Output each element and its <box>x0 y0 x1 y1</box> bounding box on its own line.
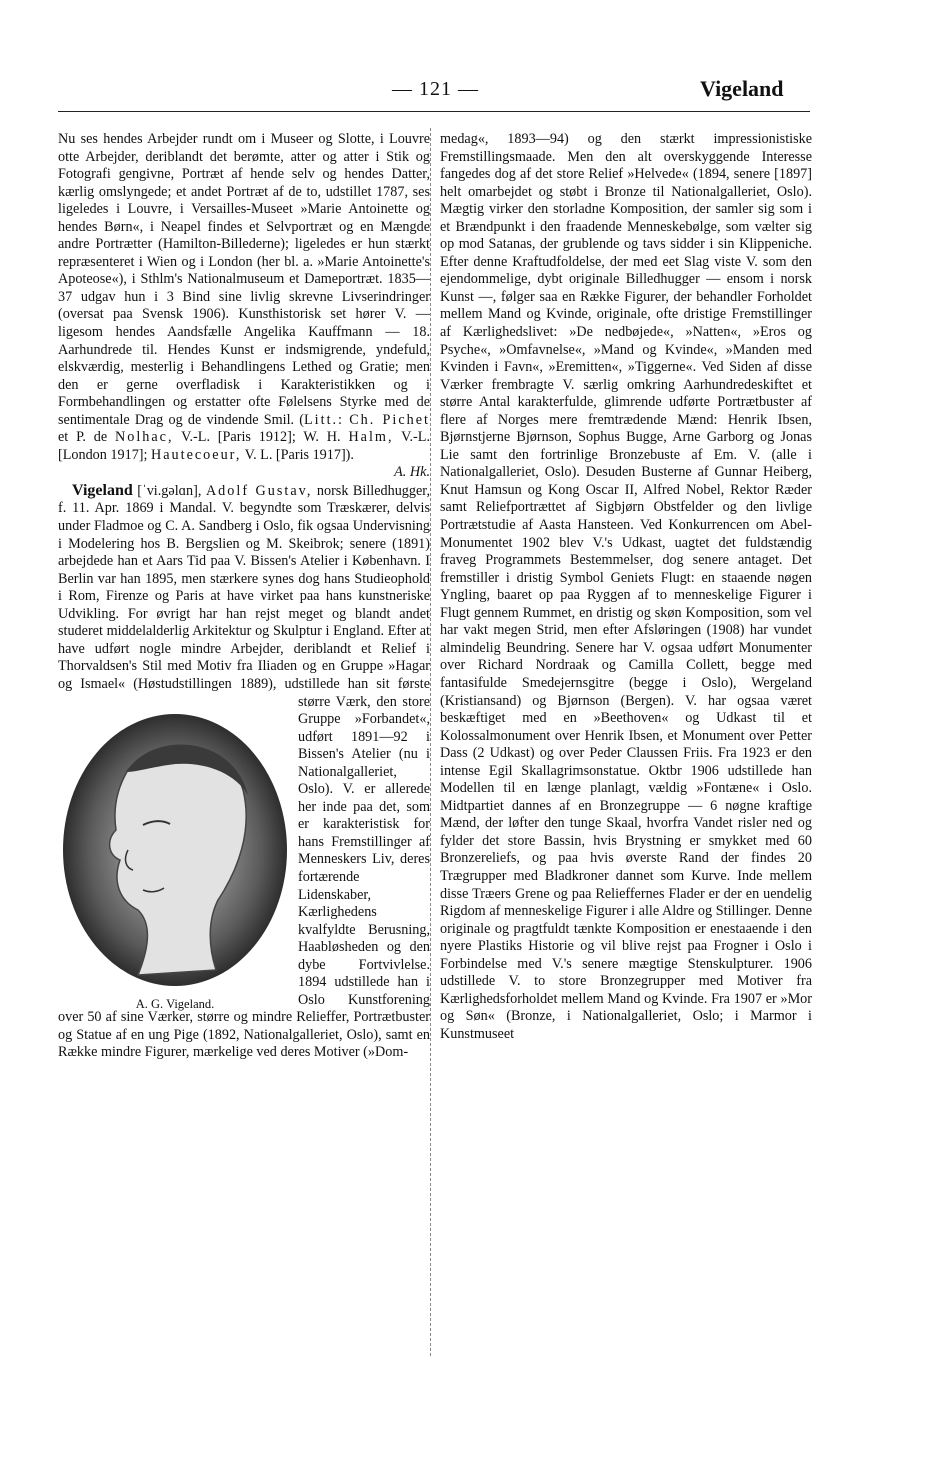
article-continuation: Nu ses hendes Arbejder rundt om i Museer og Slotte, i Louvre otte Arbejder, deriblandt det berømte, atter og atter i Stik og Fotografi gengivne, Portræt af hende selv og hendes Datter, kærlig omslyngede; et andet Portræt af de to, udstillet 1787, ses ligeledes i Louvre, i Versailles-Museet »Marie Antoinette og hendes Børn«, i Neapel findes et Selvportræt og en Mængde andre Portrætter (Hamilton-Billederne); ligeledes er hun stærkt repræsenteret i Wien og i London (her bl. a. »Marie Antoinette's Apoteose«), i Sthlm's Nationalmuseum et Dameportræt. 1835—37 udgav hun i 3 Bind sine livlig skrevne Livserindringer (oversat paa Svensk 1906). Kunsthistorisk set hører V. — ligesom hendes Aandsfælle Angelika Kauffmann — 18. Aarhundrede til. Hendes Kunst er indsmigrende, yndefuld, elskværdig, mesterlig i Behandlingens Lethed og Gratie; men den er gerne overfladisk i Karakteristikken og i Formbehandlingen og erstatter ofte Følelsens Styrke med de sentimentale Drag og de vindende Smil. (Litt.: Ch. Pichet et P. de Nolhac, V.-L. [Paris 1912]; W. H. Halm, V.-L. [London 1917]; Hautecoeur, V. L. [Paris 1917]). <box>58 131 430 463</box>
portrait-image <box>58 710 292 990</box>
running-head: Vigeland <box>700 76 784 101</box>
column-divider <box>430 128 431 1356</box>
author-signature: A. Hk. <box>394 464 430 481</box>
right-column <box>440 131 812 1043</box>
page-number: — 121 — <box>392 78 479 100</box>
entry-vigeland: Vigeland [ˈvi.gəlɑn], Adolf Gustav, norsk Billedhugger, f. 11. Apr. 1869 i Mandal. V. begyndte som Træskærer, delvis under Fladmoe og C. A. Sandberg i Oslo, fik ogsaa Undervisning i Modelering hos B. Bergslien og M. Skeibrok; senere (1891) arbejdede han et Aars Tid paa V. Bissen's Atelier i København. I Berlin var han 1895, men stærkere synes dog hans Studieophold i Rom, Firenze og Paris at have virket paa hans kunstneriske Udvikling. For øvrigt har han rejst meget og blandt andet studeret middelalderlig Arkitektur og Skulptur i England. Efter at have udført nogle mindre Arbejder, deriblandt et Relief i Thorvaldsen's Stil med Motiv fra Iliaden og en Gruppe »Hagar og Ismael« (Høstudstillingen 1889), udstillede han sit første større Værk, den store Gruppe »Forbandet«, udført 1891—92 i Bissen's Atelier (nu i Nationalgalleriet, Oslo). V. er allerede her inde paa det, som er karakteristisk for hans Fremstillinger af Menneskers Liv, deres fortærende Lidenskaber, Kærlighedens kvalfyldte Berusning, Haabløsheden og den dybe Fortvivlelse. 1894 udstillede han i Oslo Kunstforening over 50 af sine Værker, større og mindre Relieffer, Portrætbuster og Statue af en ung Pige (1892, Nationalgalleriet, Oslo), samt en Række mindre Figurer, mærkelige ved deres Motiver (»Dom- <box>58 481 430 1061</box>
header-rule <box>58 111 810 112</box>
portrait-caption: A. G. Vigeland. <box>135 997 215 1011</box>
portrait-figure <box>58 710 292 1011</box>
entry-headword: Vigeland <box>72 481 133 499</box>
entry-continuation: medag«, 1893—94) og den stærkt impressionistiske Fremstillingsmaade. Men den alt overskyggende Interesse fangedes dog af det store Relief »Helvede« (1894, senere [1897] helt omarbejdet og støbt i Bronze til Nationalgalleriet, Oslo). Mægtig virker den storladne Komposition, der samler sig som i et Brændpunkt i den fraadende Menneskebølge, som vælter sig op mod Satanas, der grublende og tavs sidder i sin Klippeniche. Efter denne Kraftudfoldelse, der med eet Slag viste V. som den ejendommelige, dybt originale Billedhugger — ensom i norsk Kunst —, følger saa en Række Figurer, der behandler Forholdet mellem Mand og Kvinde, originale, ofte dristige Fremstillinger af Kærlighedslivet: »De nedbøjede«, »Natten«, »Eros og Psyche«, »Omfavnelse«, »Mand og Kvinde«, »Manden med Kvinden i Favn«, »Eremitten«, »Tiggerne«. Ved Siden af disse Værker frembragte V. særlig omkring Aarhundredeskiftet et større Antal karakterfulde, glimrende udførte Portrætbuster af flere af Norges mere fremtrædende Mænd: Henrik Ibsen, Bjørnstjerne Bjørnson, Sophus Bugge, Arne Garborg og Jonas Lie samt den fortrinlige Bronzebuste af Em. V. (alle i Nationalgalleriet, Oslo). Desuden Busterne af Gunnar Heiberg, Knut Hamsun og Kong Oscar II, Alfred Nobel, Rektor Ræder samt Reliefportrættet af Sigbjørn Obstfelder og den livlige Portrætstudie af Aasta Hansteen. Ved Konkurrencen om Abel-Monumentet 1902 blev V.'s Udkast, uagtet det fuldstændig fraveg Programmets Bestemmelser, dog senere antaget. Det fremstiller i dristig Symbol Geniets Flugt: en staaende nøgen Yngling, baaret op paa Ryggen af to menneskelige Figurer i Flugt gennem Rummet, en dristig og skøn Komposition, som vel har vakt megen Strid, men efter Afsløringen (1908) har vundet almindelig Beundring. Senere har V. ogsaa udført Monumenter over Richard Nordraak og Camilla Collett, begge med fantasifulde Smedejernsgitre (begge i Oslo), Wergeland (Kristiansand) og Bjørnson (Bergen). V. har ogsaa været beskæftiget med en »Beethoven« og Udkast til et Kolossalmonument over Henrik Ibsen, et Monument over Petter Dass (2 Udkast) og over Peder Claussen Friis. Fra 1923 er den intense Egil Skallagrimsonstatue. Oktbr 1906 udstillede han Modellen til en længe planlagt, vældig »Fontæne« i Oslo. Midtpartiet dannes af en Bronzegruppe — 6 nøgne kraftige Mænd, der løfter den tunge Skaal, hvorfra Vandet risler ned og fylder det store Bassin, hvis Brystning er smykket med 60 Bronzereliefs, og paa hvis øverste Rand der findes 20 Trægrupper med Bladkroner dannet som Kurve. Inde mellem disse Træers Grene og paa Relieffernes Flader er der en uendelig Rigdom af menneskelige Figurer i alle Aldre og Stillinger. Denne originale og pragtfuldt tænkte Komposition er enestaaende i den nyere Plastiks Historie og vil blive rejst paa Frogner i Oslo i Forbindelse med V.'s senere mægtige Stenskulpturer. 1906 udstillede V. to store Bronzegrupper med Motiver fra Kærlighedsforholdet mellem Mand og Kvinde. Fra 1907 er »Mor og Søn« (Bronze, i Nationalgalleriet, Oslo; i Marmor i Kunstmuseet <box>440 131 812 1042</box>
